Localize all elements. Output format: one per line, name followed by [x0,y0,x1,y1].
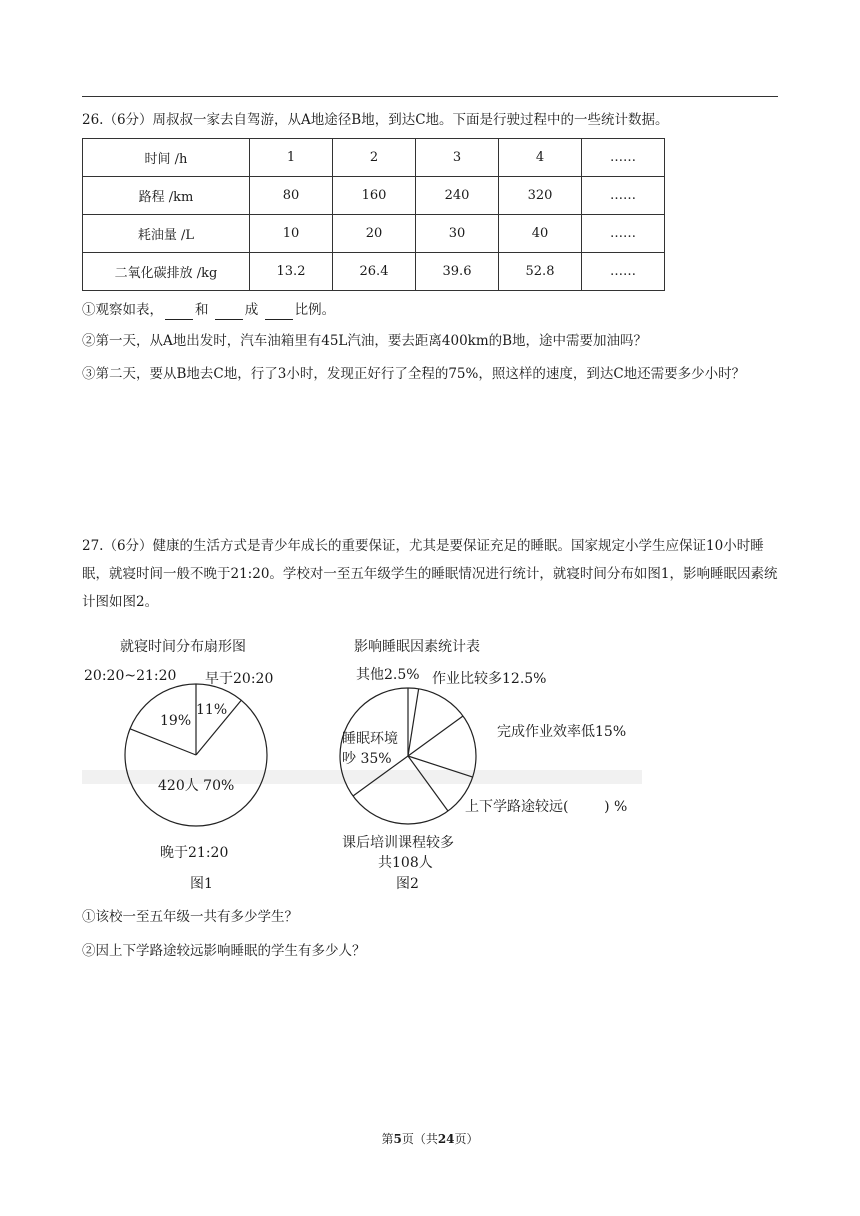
fig2-label-training-2: 共108人 [378,855,433,871]
fig1-slice-label-before: 早于20:20 [205,671,274,687]
table-row [83,139,665,177]
table-row-header: 二氧化碳排放 /kg [83,253,250,291]
q27-sub2: ②因上下学路途较远影响睡眠的学生有多少人？ [82,943,366,959]
fig1-slice-text-11: 11% [196,702,228,718]
table-row-header: 路程 /km [83,177,250,215]
table-cell: 4 [499,139,582,177]
table-cell: 3 [416,139,499,177]
footer-mid: 页（共 [401,1132,438,1146]
table-cell: 52.8 [499,253,582,291]
table-row [83,177,665,215]
table-cell: 39.6 [416,253,499,291]
table-cell: 13.2 [250,253,333,291]
answer-blank-2 [215,305,243,320]
q26-sub2: ②第一天，从A地出发时，汽车油箱里有45L汽油，要去距离400km的B地，途中需要加油吗？ [82,333,648,349]
q26-sub3: ③第二天，要从B地去C地，行了3小时，发现正好行了全程的75%，照这样的速度，到达C地还需要多少小时？ [82,366,746,382]
fig1-title: 就寝时间分布扇形图 [120,639,246,655]
table-cell: 80 [250,177,333,215]
fig2-pie-slice-divider [408,689,419,756]
table-cell: 30 [416,215,499,253]
table-row [83,253,665,291]
table-cell: 160 [333,177,416,215]
fig2-label-efficiency: 完成作业效率低15% [497,724,627,740]
fig1-caption: 图1 [190,876,213,892]
q26-sub1-prefix: ①观察如表， [82,302,163,318]
table-cell: …… [582,253,665,291]
q26-sub1-suffix: 比例。 [294,302,336,318]
table-row-header: 耗油量 /L [83,215,250,253]
q26-sub1-mid1: 和 [195,302,209,318]
fig2-label-environment: 睡眠环境 [342,731,398,747]
header-rule [82,96,778,97]
table-cell: 40 [499,215,582,253]
table-cell: …… [582,215,665,253]
answer-blank-3 [265,305,293,320]
fig1-pie-slice-divider [130,729,196,755]
fig1-slice-text-19: 19% [160,713,192,729]
q26-sub1-mid2: 成 [244,302,259,318]
table-cell: 26.4 [333,253,416,291]
fig2-label-homework: 作业比较多12.5% [432,671,547,687]
fig1-slice-label-20-20-21-20: 20:20~21:20 [84,668,177,684]
q27-heading: 27.（6分）健康的生活方式是青少年成长的重要保证，尤其是要保证充足的睡眠。国家规定小学生应保证10小时睡眠，就寝时间一般不晚于21:20。学校对一至五年级学生的睡眠情况进行统计，就寝时间分布如图1，影响睡眠因素统计图如图2。 [82,538,778,610]
table-cell: 10 [250,215,333,253]
q26-sub1 [82,300,782,320]
footer-post: 页） [454,1132,479,1146]
fig1-slice-text-70: 420人 70% [158,778,235,794]
table-cell: 240 [416,177,499,215]
fig2-label-commute: 上下学路途较远( ) % [465,799,628,815]
footer-pre: 第 [381,1132,394,1146]
table-cell: 320 [499,177,582,215]
fig2-label-environment-2: 吵 35% [342,751,392,767]
table-row [83,215,665,253]
fig2-pie-slice-divider [408,756,473,777]
table-cell: …… [582,177,665,215]
footer-page-number: 5 [393,1132,402,1146]
table-cell: 1 [250,139,333,177]
table-cell: …… [582,139,665,177]
footer-page-total: 24 [437,1132,455,1146]
page-footer [0,1130,860,1147]
table-cell: 2 [333,139,416,177]
answer-blank-1 [165,305,193,320]
fig2-title: 影响睡眠因素统计表 [354,639,480,655]
fig2-label-other: 其他2.5% [356,667,420,683]
fig1-slice-label-after: 晚于21:20 [160,845,229,861]
fig2-label-training: 课后培训课程较多 [342,835,454,851]
fig2-pie-slice-divider [408,716,463,756]
q26-table [82,138,665,291]
q26-heading: 26.（6分）周叔叔一家去自驾游，从A地途径B地，到达C地。下面是行驶过程中的一些统计数据。 [82,112,669,128]
q27-sub1: ①该校一至五年级一共有多少学生？ [82,909,298,925]
fig2-pie-slice-divider [408,756,448,811]
fig2-caption: 图2 [396,876,419,892]
table-row-header: 时间 /h [83,139,250,177]
table-cell: 20 [333,215,416,253]
